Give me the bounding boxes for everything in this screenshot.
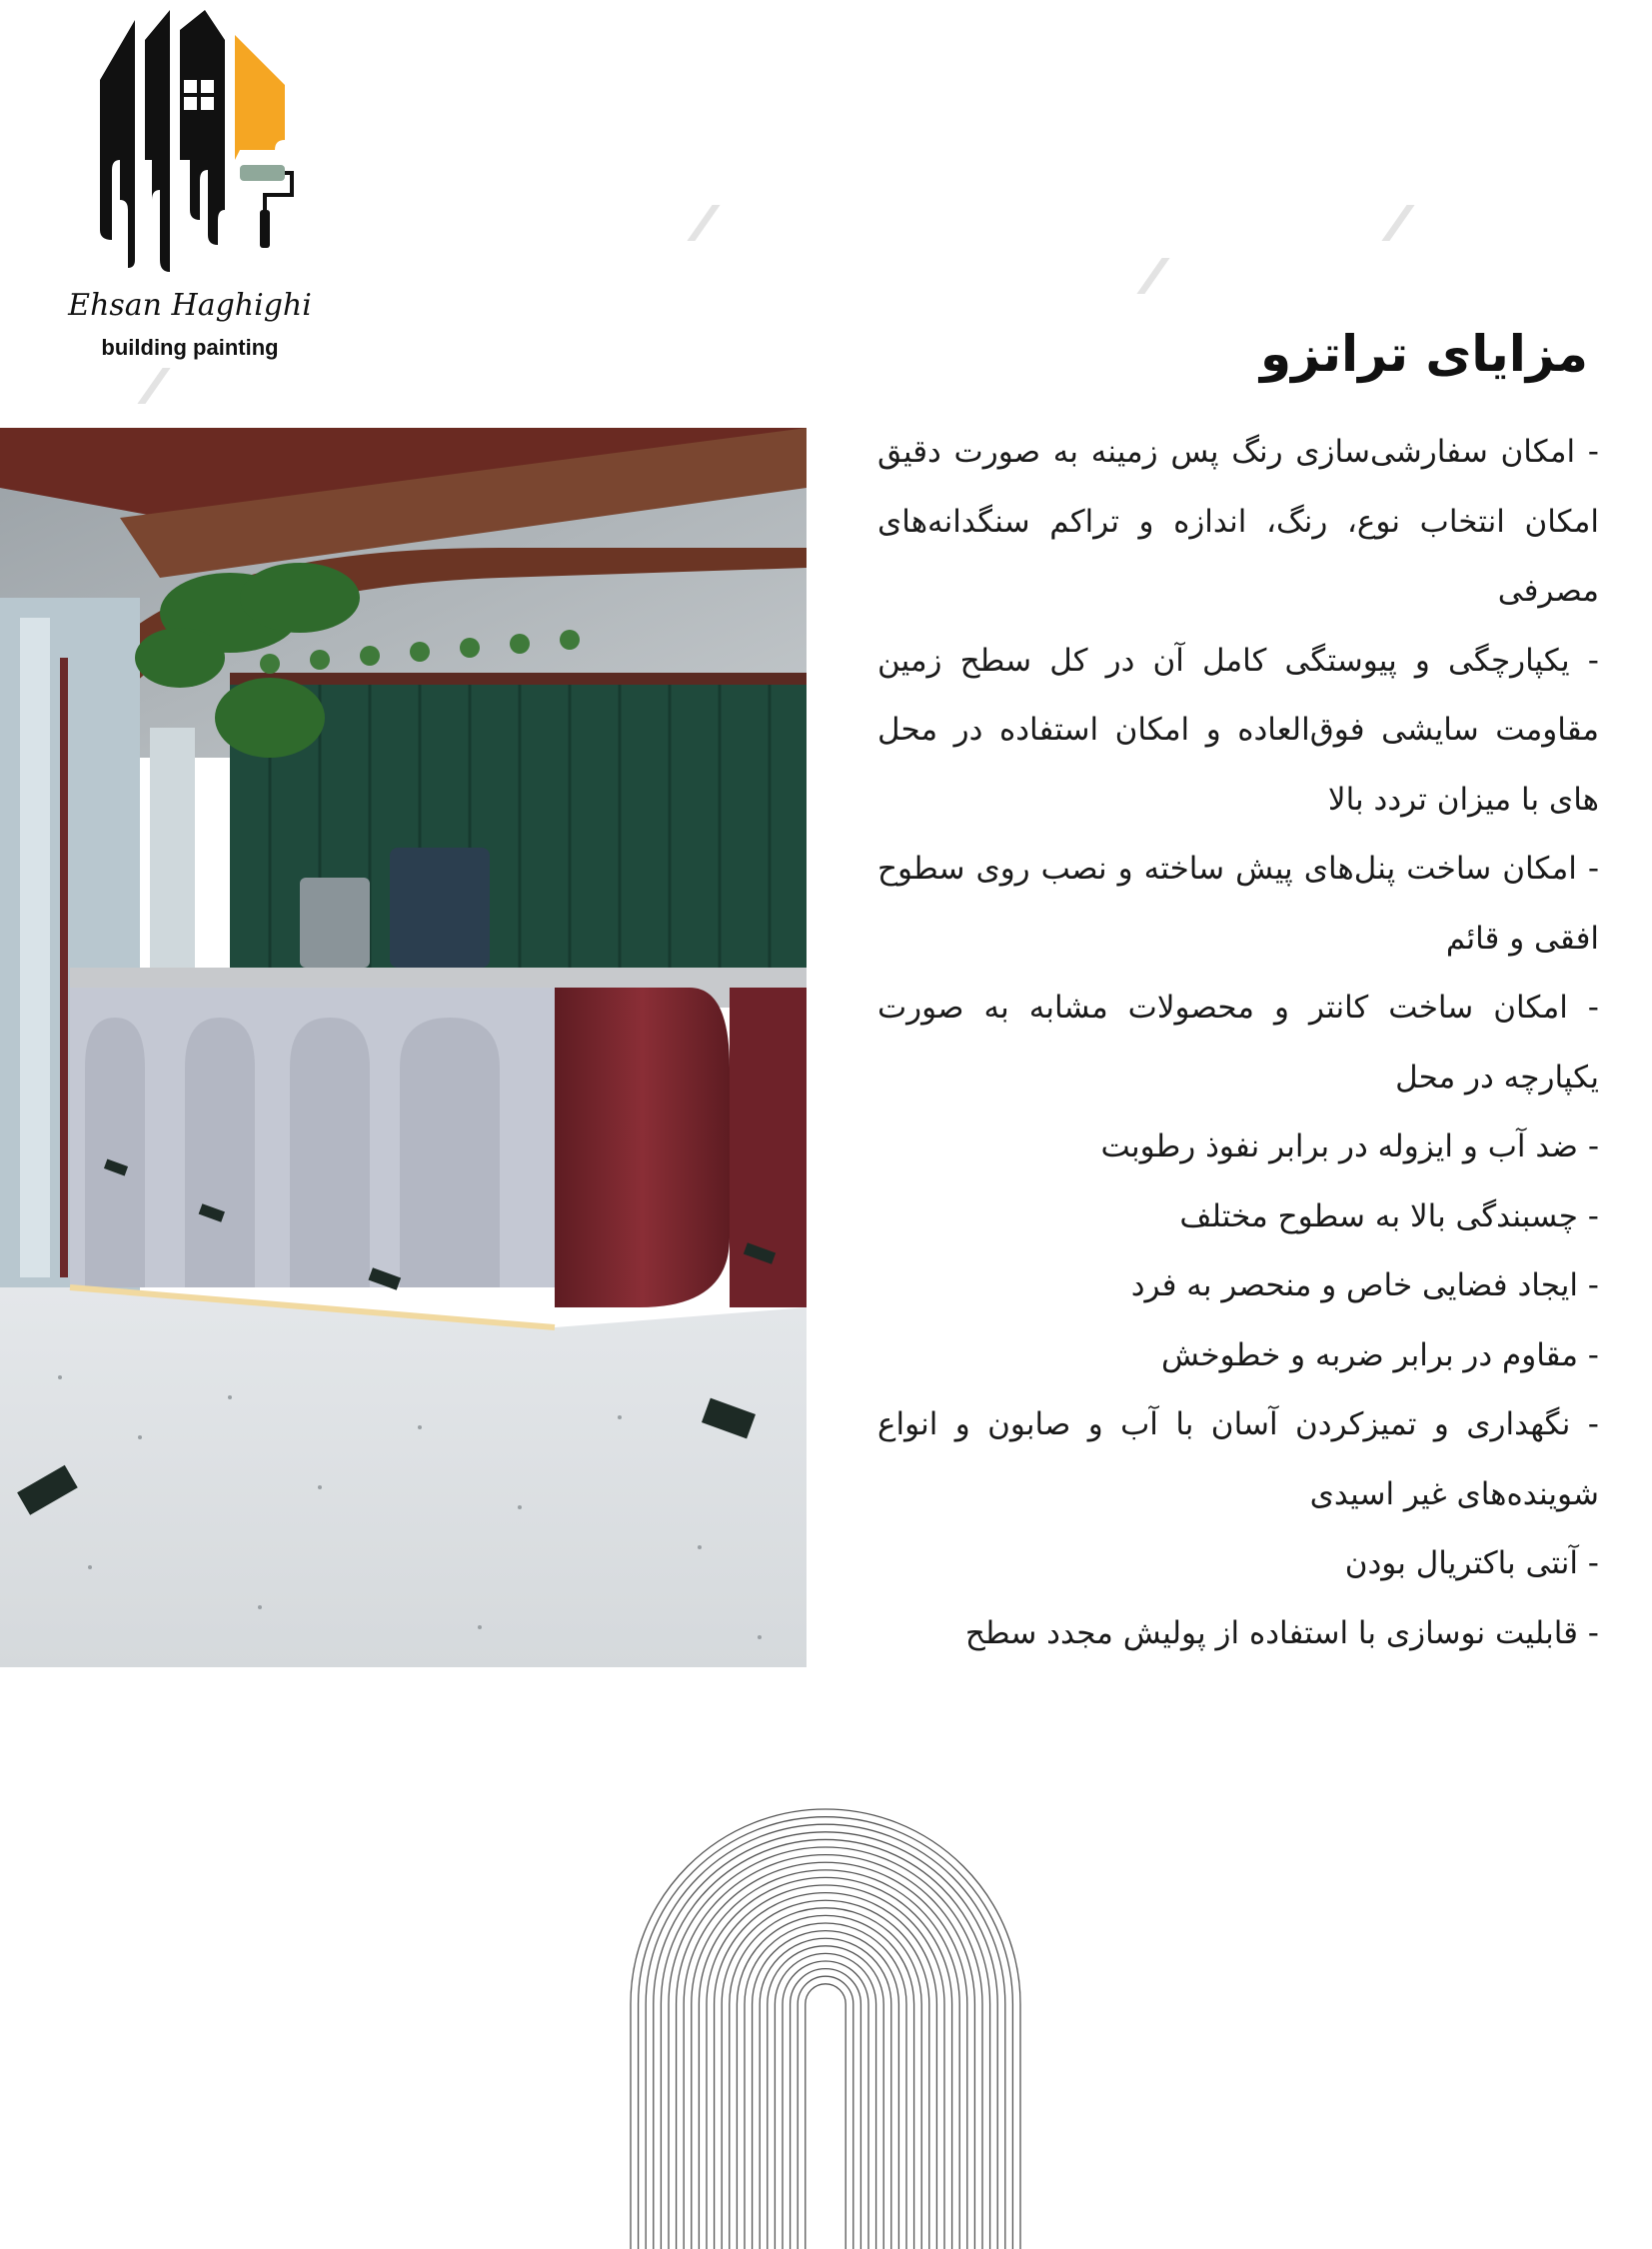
list-item: - آنتی باکتریال بودن [1344,1545,1599,1581]
list-item: - امکان سفارشی‌سازی رنگ پس زمینه به صورت دقیق امکان انتخاب نوع، رنگ، اندازه و تراکم سنگدانه‌های مصرفی [877,434,1599,609]
decorative-slash [1381,205,1414,241]
list-item: - قابلیت نوسازی با استفاده از پولیش مجدد سطح [964,1614,1599,1651]
arch-line [745,1923,906,2249]
house-paint-roller-logo-icon [90,10,300,280]
list-item: - نگهداری و تمیزکردن آسان با آب و صابون و انواع شوینده‌های غیر اسیدی [877,1406,1599,1512]
list-item: - چسبندگی بالا به سطوح مختلف [1179,1197,1599,1234]
terrazzo-cafe-photo [0,428,807,1667]
list-item: - مقاوم در برابر ضربه و خطوخش [1161,1336,1599,1373]
page-title: مزایای تراتزو [1260,325,1588,383]
list-item: - ضد آب و ایزوله در برابر نفوذ رطوبت [1100,1128,1599,1164]
list-item: - امکان ساخت پنل‌های پیش ساخته و نصب روی سطوح افقی و قائم [877,851,1599,957]
arch-line [791,1969,861,2249]
list-item: - ایجاد فضایی خاص و منحصر به فرد [1130,1267,1599,1303]
logo-subtitle: building painting [101,335,279,360]
decorative-slash [137,368,170,404]
arch-line [677,1855,975,2249]
list-item: - یکپارچگی و پیوستگی کامل آن در کل سطح زمین مقاومت سایشی فوق‌العاده و امکان استفاده در محل های با میزان تردد بالا [877,642,1599,818]
arch-line [760,1938,891,2249]
arch-line [783,1961,868,2249]
features-list [877,418,1599,1668]
arch-line [707,1885,944,2249]
terrazzo-floor-cafe-counter-icon [0,428,807,1667]
brand-logo [60,10,320,370]
decorative-slash [687,205,720,241]
decorative-slash [1136,258,1169,294]
arch-line [646,1824,1005,2249]
list-item: - امکان ساخت کانتر و محصولات مشابه به صورت یکپارچه در محل [877,990,1599,1096]
arch-line [684,1862,967,2249]
arch-line [753,1931,899,2249]
concentric-arch-icon [630,1799,1021,2249]
arch-line [798,1976,853,2249]
arch-line [806,1984,845,2249]
arch-line [692,1870,959,2249]
arch-line [654,1832,997,2249]
logo-script-name: Ehsan Haghighi [68,288,312,323]
